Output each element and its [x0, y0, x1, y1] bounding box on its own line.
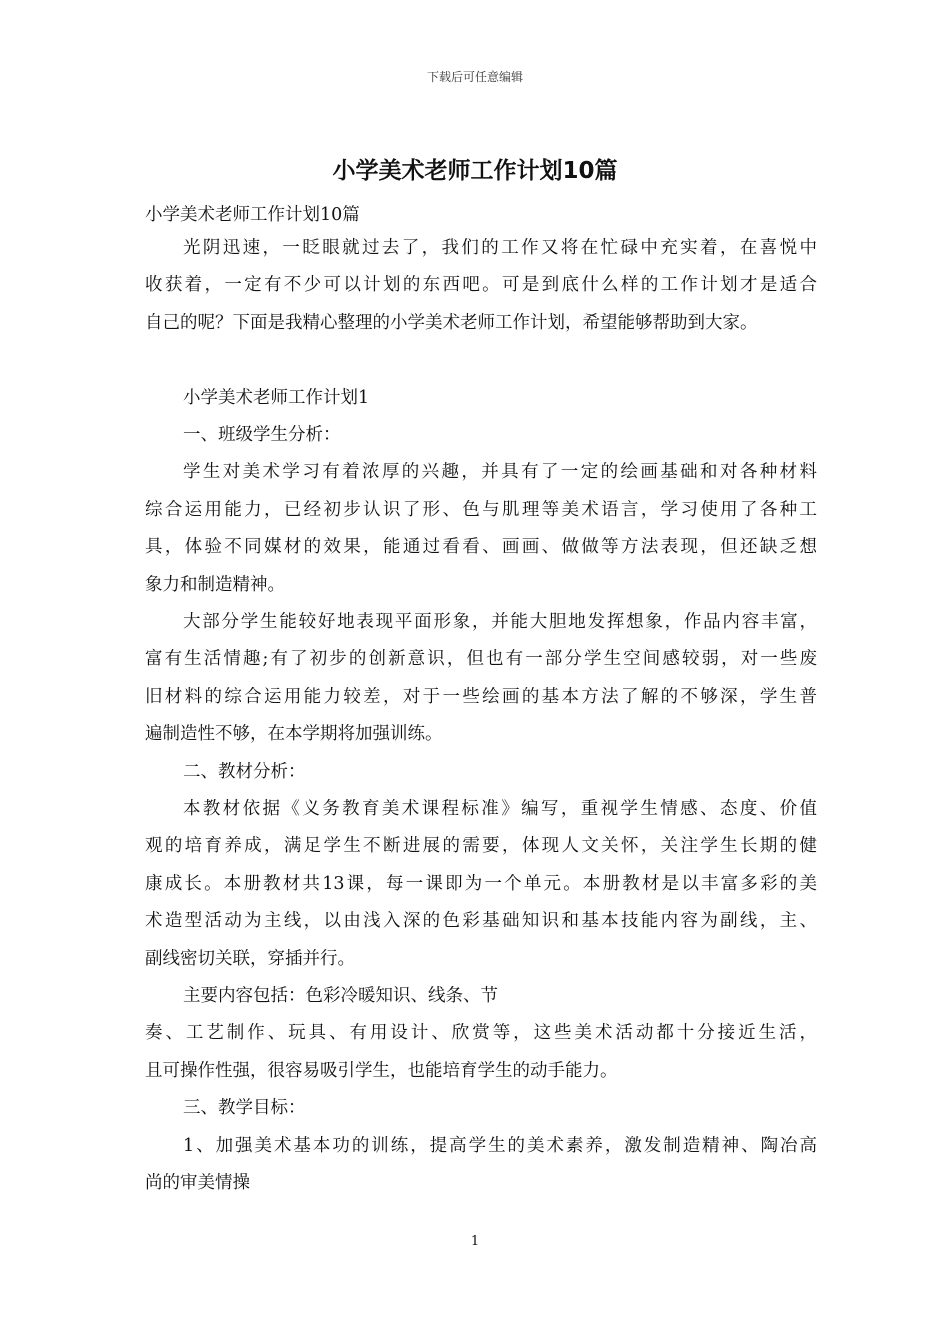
paragraph-line: 旧材料的综合运用能力较差，对于一些绘画的基本方法了解的不够深，学生普	[145, 687, 817, 707]
paragraph-line: 象力和制造精神。	[145, 575, 285, 595]
paragraph-line: 奏、工艺制作、玩具、有用设计、欣赏等，这些美术活动都十分接近生活，	[145, 1023, 817, 1043]
paragraph-line: 大部分学生能较好地表现平面形象，并能大胆地发挥想象，作品内容丰富，	[183, 612, 817, 632]
paragraph-line: 主要内容包括：色彩冷暖知识、线条、节	[183, 986, 498, 1006]
page-number: 1	[470, 1234, 480, 1249]
document-title: 小学美术老师工作计划10篇	[332, 158, 618, 184]
paragraph-line: 1、加强美术基本功的训练，提高学生的美术素养，激发制造精神、陶冶高	[183, 1136, 817, 1156]
paragraph-line: 术造型活动为主线，以由浅入深的色彩基础知识和基本技能内容为副线，主、	[145, 911, 817, 931]
paragraph-line: 本教材依据《义务教育美术课程标准》编写，重视学生情感、态度、价值	[183, 799, 817, 819]
paragraph-line: 光阴迅速，一眨眼就过去了，我们的工作又将在忙碌中充实着，在喜悦中	[183, 238, 817, 258]
document-subtitle: 小学美术老师工作计划10篇	[145, 205, 360, 225]
paragraph-line: 尚的审美情操	[145, 1173, 250, 1193]
paragraph-line: 康成长。本册教材共13课，每一课即为一个单元。本册教材是以丰富多彩的美	[145, 874, 817, 894]
paragraph-line: 且可操作性强，很容易吸引学生，也能培育学生的动手能力。	[145, 1061, 618, 1081]
section-heading: 二、教材分析：	[183, 762, 306, 782]
section-heading: 三、教学目标：	[183, 1098, 306, 1118]
paragraph-line: 自己的呢？下面是我精心整理的小学美术老师工作计划，希望能够帮助到大家。	[145, 313, 758, 333]
paragraph-line: 具，体验不同媒材的效果，能通过看看、画画、做做等方法表现，但还缺乏想	[145, 537, 817, 557]
paragraph-line: 遍制造性不够，在本学期将加强训练。	[145, 724, 443, 744]
paragraph-line: 收获着，一定有不少可以计划的东西吧。可是到底什么样的工作计划才是适合	[145, 275, 817, 295]
paragraph-line: 综合运用能力，已经初步认识了形、色与肌理等美术语言，学习使用了各种工	[145, 500, 817, 520]
section-heading: 一、班级学生分析：	[183, 425, 341, 445]
paragraph-line: 学生对美术学习有着浓厚的兴趣，并具有了一定的绘画基础和对各种材料	[183, 462, 817, 482]
paragraph-line: 富有生活情趣;有了初步的创新意识，但也有一部分学生空间感较弱，对一些废	[145, 649, 817, 669]
page-header: 下载后可任意编辑	[426, 70, 523, 84]
paragraph-line: 副线密切关联，穿插并行。	[145, 949, 355, 969]
paragraph-line: 观的培育养成，满足学生不断进展的需要，体现人文关怀，关注学生长期的健	[145, 836, 817, 856]
section-heading: 小学美术老师工作计划1	[183, 388, 370, 408]
